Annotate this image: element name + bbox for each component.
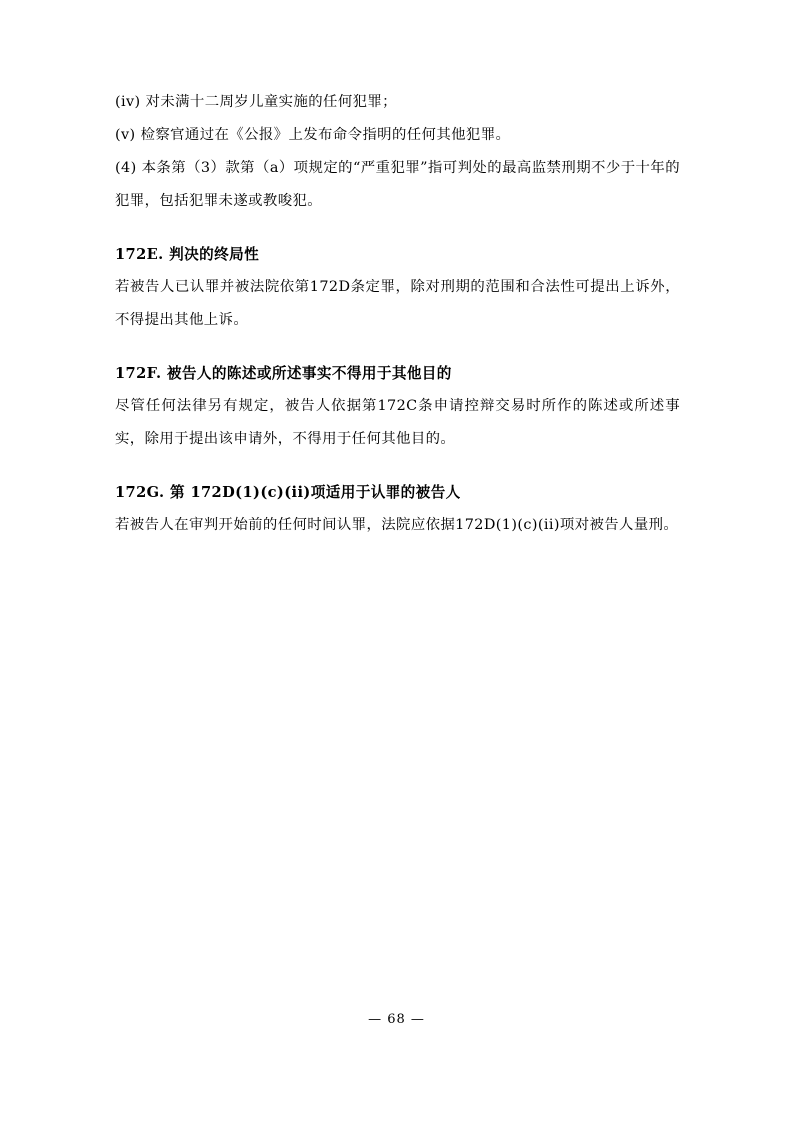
heading-172g: 172G. 第 172D(1)(c)(ii)项适用于认罪的被告人 — [115, 484, 461, 501]
paragraph-clause-4: (4) 本条第（3）款第（a）项规定的“严重犯罪”指可判处的最高监禁刑期不少于十年的犯罪，包括犯罪未遂或教唆犯。 — [115, 160, 680, 209]
document-body — [115, 86, 680, 542]
list-item-iv: (iv) 对未满十二周岁儿童实施的任何犯罪； — [115, 94, 397, 110]
paragraph-172g: 若被告人在审判开始前的任何时间认罪，法院应依据172D(1)(c)(ii)项对被告人量刑。 — [115, 517, 679, 533]
heading-172f: 172F. 被告人的陈述或所述事实不得用于其他目的 — [115, 365, 452, 382]
paragraph-172e: 若被告人已认罪并被法院依第172D条定罪，除对刑期的范围和合法性可提出上诉外，不得提出其他上诉。 — [115, 279, 680, 328]
heading-172e: 172E. 判决的终局性 — [115, 246, 260, 263]
page-number: — 68 — — [368, 1012, 425, 1027]
list-item-v: (v) 检察官通过在《公报》上发布命令指明的任何其他犯罪。 — [115, 127, 511, 143]
paragraph-172f: 尽管任何法律另有规定，被告人依据第172C条申请控辩交易时所作的陈述或所述事实，除用于提出该申请外，不得用于任何其他目的。 — [115, 398, 680, 447]
